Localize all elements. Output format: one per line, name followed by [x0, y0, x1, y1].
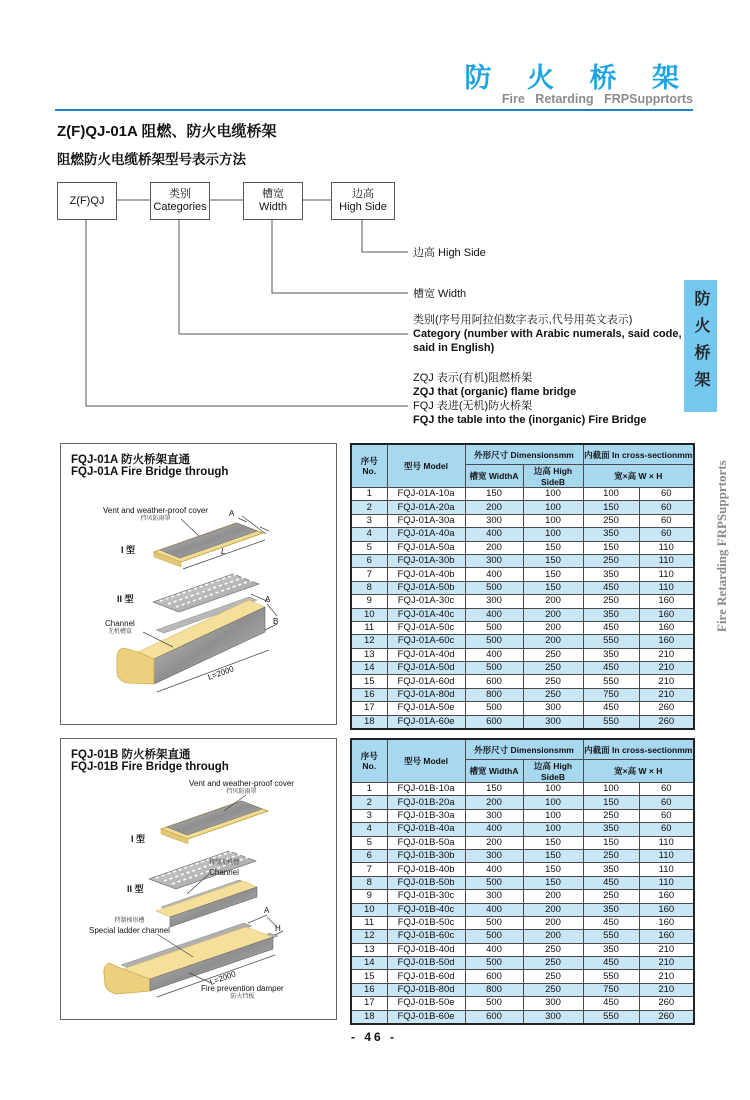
- flow-box-model-code: Z(F)QJ: [57, 182, 117, 220]
- table-row: 6 FQJ-01A-30b 300 150 250 110: [351, 554, 694, 567]
- table-row: 10 FQJ-01B-40c 400 200 350 160: [351, 903, 694, 916]
- figure1-type2-label: II 型: [117, 594, 134, 604]
- table-row: 8 FQJ-01B-50b 500 150 450 110: [351, 876, 694, 889]
- flow-box-categories: 类别 Categories: [150, 182, 210, 220]
- col-group-cross-section: 内截面 In cross-sectionmm: [583, 739, 694, 760]
- note-width: 槽宽 Width: [413, 288, 467, 300]
- table-row: 5 FQJ-01A-50a 200 150 150 110: [351, 541, 694, 554]
- page-number: - 46 -: [350, 1030, 397, 1044]
- table-row: 12 FQJ-01A-60c 500 200 550 160: [351, 635, 694, 648]
- figure1-cover-label: Vent and weather-proof cover 挡风防雨罩: [103, 506, 208, 522]
- col-model: 型号 Model: [387, 739, 465, 783]
- col-high-side: 边高 High SideB: [523, 465, 583, 488]
- table-row: 14 FQJ-01A-50d 500 250 450 210: [351, 662, 694, 675]
- table-row: 12 FQJ-01B-60c 500 200 550 160: [351, 930, 694, 943]
- table-row: 11 FQJ-01B-50c 500 200 450 160: [351, 916, 694, 929]
- svg-text:H: H: [275, 924, 281, 933]
- table-fqj-01b: [350, 738, 695, 1025]
- svg-text:A: A: [265, 595, 271, 604]
- figure2-channel-label: 特制无机槽 Channel: [209, 860, 240, 877]
- sidebar-vertical-text: Fire Retarding FRPSupprtorts: [714, 460, 729, 632]
- svg-text:L=2000: L=2000: [206, 664, 235, 682]
- table-row: 4 FQJ-01A-40a 400 100 350 60: [351, 528, 694, 541]
- table-row: 13 FQJ-01A-40d 400 250 350 210: [351, 648, 694, 661]
- sidebar-tab: 防火桥架: [684, 280, 717, 412]
- figure2-type1-label: I 型: [131, 834, 146, 844]
- flow-box-width: 槽宽 Width: [243, 182, 303, 220]
- note-category: 类别(序号用阿拉伯数字表示,代号用英文表示) Category (number with Arabic numerals, said code, said in English): [413, 314, 682, 354]
- table1-body: [351, 488, 694, 730]
- table-row: 4 FQJ-01B-40a 400 100 350 60: [351, 823, 694, 836]
- table-fqj-01a: [350, 443, 695, 730]
- table-row: 5 FQJ-01B-50a 200 150 150 110: [351, 836, 694, 849]
- table-row: 7 FQJ-01B-40b 400 150 350 110: [351, 863, 694, 876]
- table-row: 3 FQJ-01A-30a 300 100 250 60: [351, 514, 694, 527]
- figure-fqj-01a: [60, 443, 337, 725]
- table1-header: [351, 444, 694, 488]
- figure1-title-en: FQJ-01A Fire Bridge through: [71, 466, 229, 478]
- figure2-title-cn: FQJ-01B 防火桥架直通: [71, 749, 191, 761]
- table2-header: [351, 739, 694, 783]
- table-row: 9 FQJ-01A-30c 300 200 250 160: [351, 595, 694, 608]
- note-high-side: 边高 High Side: [413, 247, 486, 259]
- page-title-cn: 防 火 桥 架: [464, 63, 693, 93]
- table-row: 1 FQJ-01B-10a 150 100 100 60: [351, 783, 694, 796]
- col-width: 槽宽 WidthA: [465, 465, 523, 488]
- svg-text:A: A: [264, 906, 270, 915]
- page-title-en: Fire Retarding FRPSupprtorts: [501, 92, 693, 106]
- figure1-drawing: [61, 444, 336, 724]
- col-width: 槽宽 WidthA: [465, 760, 523, 783]
- section-heading: Z(F)QJ-01A 阻燃、防火电缆桥架: [57, 123, 277, 140]
- table-row: 15 FQJ-01A-60d 600 250 550 210: [351, 675, 694, 688]
- table-row: 14 FQJ-01B-50d 500 250 450 210: [351, 957, 694, 970]
- figure1-type1-label: I 型: [121, 545, 136, 555]
- note-code-meaning: ZQJ 表示(有机)阻燃桥架 ZQJ that (organic) flame bridge FQJ 表进(无机)防火桥架 FQJ the table into the (inorganic) Fire Bridge: [413, 372, 647, 426]
- figure2-cover-label: Vent and weather-proof cover 挡风防雨罩: [189, 779, 294, 795]
- svg-text:L: L: [221, 547, 226, 556]
- table-row: 6 FQJ-01B-30b 300 150 250 110: [351, 849, 694, 862]
- table-row: 16 FQJ-01A-80d 800 250 750 210: [351, 688, 694, 701]
- figure-fqj-01b: [60, 738, 337, 1020]
- table-row: 8 FQJ-01A-50b 500 150 450 110: [351, 581, 694, 594]
- table-row: 18 FQJ-01A-60e 600 300 550 260: [351, 715, 694, 729]
- col-group-dimensions: 外形尺寸 Dimensionsmm: [465, 739, 583, 760]
- table-row: 17 FQJ-01B-50e 500 300 450 260: [351, 997, 694, 1010]
- figure1-title-cn: FQJ-01A 防火桥架直通: [71, 454, 191, 466]
- table-row: 2 FQJ-01A-20a 200 100 150 60: [351, 501, 694, 514]
- table-row: 16 FQJ-01B-80d 800 250 750 210: [351, 983, 694, 996]
- col-wxh: 宽×高 W × H: [583, 465, 694, 488]
- table-row: 3 FQJ-01B-30a 300 100 250 60: [351, 809, 694, 822]
- figure2-ladder-label: 特制梯形槽 Special ladder channel: [89, 918, 170, 935]
- col-wxh: 宽×高 W × H: [583, 760, 694, 783]
- flow-box-high-side: 边高 High Side: [331, 182, 395, 220]
- table-row: 18 FQJ-01B-60e 600 300 550 260: [351, 1010, 694, 1024]
- figure2-type2-label: II 型: [127, 884, 144, 894]
- table-row: 10 FQJ-01A-40c 400 200 350 160: [351, 608, 694, 621]
- table-row: 7 FQJ-01A-40b 400 150 350 110: [351, 568, 694, 581]
- figure2-damper-label: Fire prevention damper 防火挡板: [201, 984, 284, 1000]
- col-model: 型号 Model: [387, 444, 465, 488]
- table-row: 17 FQJ-01A-50e 500 300 450 260: [351, 702, 694, 715]
- table-row: 13 FQJ-01B-40d 400 250 350 210: [351, 943, 694, 956]
- section-subheading: 阻燃防火电缆桥架型号表示方法: [57, 152, 246, 167]
- table-row: 1 FQJ-01A-10a 150 100 100 60: [351, 488, 694, 501]
- table-row: 2 FQJ-01B-20a 200 100 150 60: [351, 796, 694, 809]
- table-row: 11 FQJ-01A-50c 500 200 450 160: [351, 621, 694, 634]
- col-group-dimensions: 外形尺寸 Dimensionsmm: [465, 444, 583, 465]
- svg-text:A: A: [229, 509, 235, 518]
- col-group-cross-section: 内截面 In cross-sectionmm: [583, 444, 694, 465]
- table2-body: [351, 783, 694, 1025]
- figure2-title-en: FQJ-01B Fire Bridge through: [71, 761, 229, 773]
- table-row: 9 FQJ-01B-30c 300 200 250 160: [351, 890, 694, 903]
- col-no: 序号 No.: [351, 739, 387, 783]
- figure1-channel-label: Channel 无机槽盒: [105, 619, 135, 635]
- svg-text:L=2000: L=2000: [208, 969, 237, 987]
- col-high-side: 边高 High SideB: [523, 760, 583, 783]
- svg-text:B: B: [273, 617, 279, 626]
- header-rule: [55, 109, 693, 111]
- table-row: 15 FQJ-01B-60d 600 250 550 210: [351, 970, 694, 983]
- col-no: 序号 No.: [351, 444, 387, 488]
